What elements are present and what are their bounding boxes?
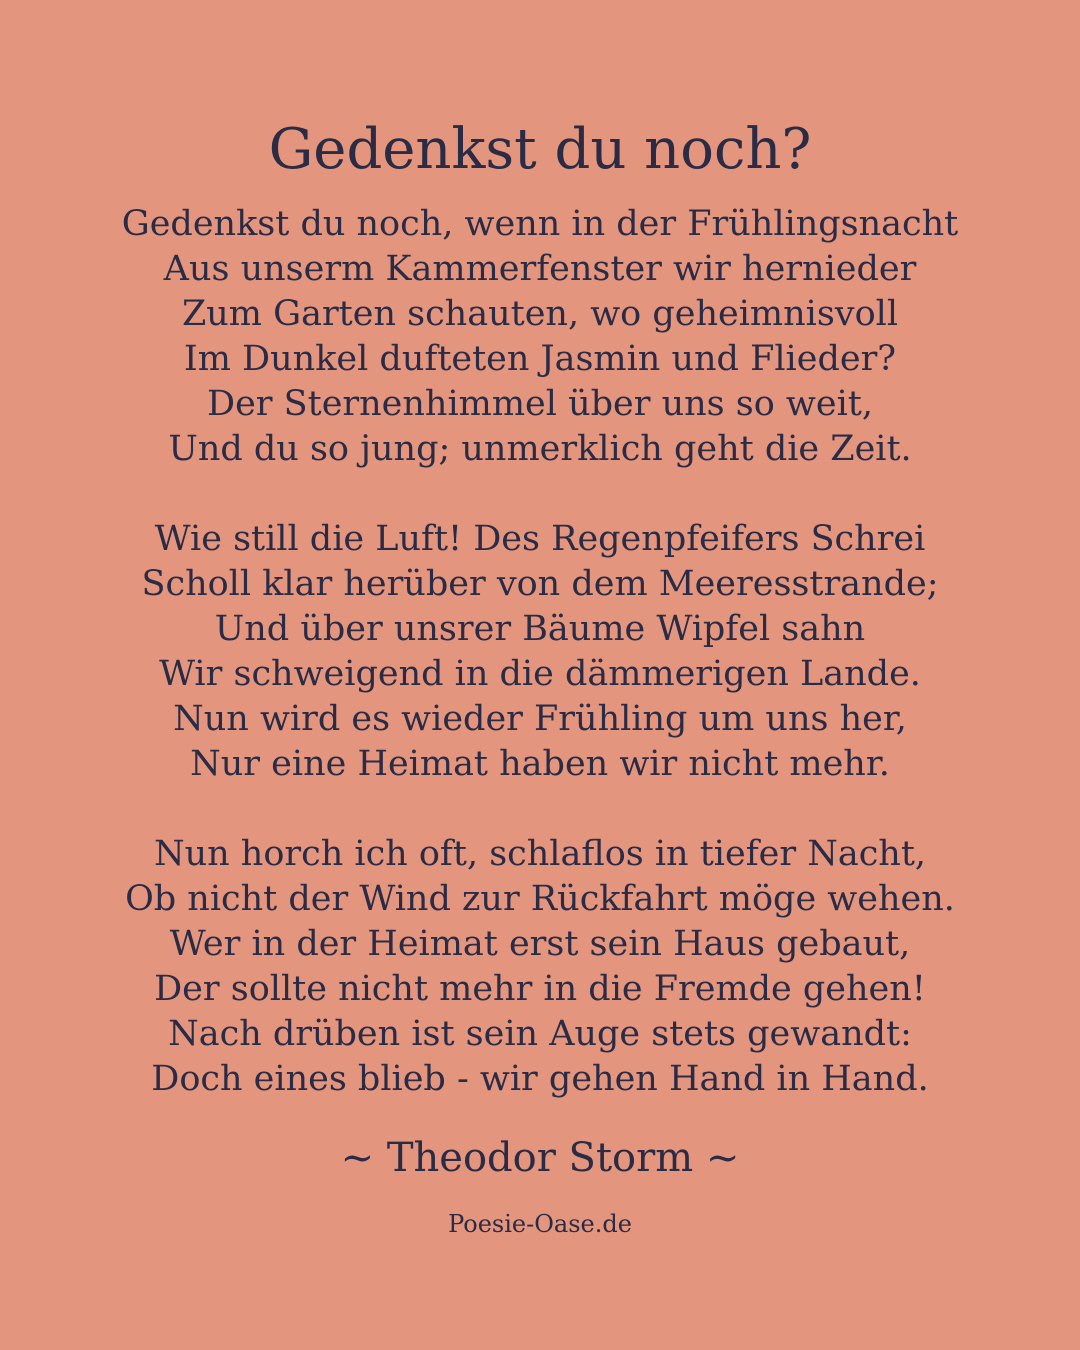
- poem-line: Ob nicht der Wind zur Rückfahrt möge wehen.: [125, 879, 955, 919]
- source-credit: Poesie-Oase.de: [448, 1210, 632, 1238]
- poem-title: Gedenkst du noch?: [268, 117, 812, 182]
- poem-line: Und du so jung; unmerklich geht die Zeit.: [168, 429, 912, 469]
- poem-author: ~ Theodor Storm ~: [340, 1135, 740, 1181]
- stanza-1: [0, 202, 1080, 472]
- poem-line: Im Dunkel dufteten Jasmin und Flieder?: [183, 339, 897, 379]
- poem-line: Nach drüben ist sein Auge stets gewandt:: [168, 1014, 912, 1054]
- poem-line: Und über unsrer Bäume Wipfel sahn: [214, 609, 866, 649]
- poem-line: Scholl klar herüber von dem Meeresstrande;: [141, 564, 939, 604]
- poem-line: Doch eines blieb - wir gehen Hand in Hand.: [151, 1059, 929, 1099]
- poem-line: Wir schweigend in die dämmerigen Lande.: [159, 654, 921, 694]
- poem-line: Aus unserm Kammerfenster wir hernieder: [163, 249, 917, 289]
- poem-line: Wie still die Luft! Des Regenpfeifers Schrei: [154, 519, 926, 559]
- poem-line: Nun wird es wieder Frühling um uns her,: [173, 699, 907, 739]
- poem-line: Nun horch ich oft, schlaflos in tiefer Nacht,: [153, 834, 927, 874]
- poem-line: Gedenkst du noch, wenn in der Frühlingsnacht: [121, 204, 959, 244]
- stanza-3: [0, 832, 1080, 1102]
- poem-line: Der Sternenhimmel über uns so weit,: [207, 384, 873, 424]
- poem-body: [0, 202, 1080, 1147]
- stanza-2: [0, 517, 1080, 787]
- poem-line: Nur eine Heimat haben wir nicht mehr.: [190, 744, 890, 784]
- poem-line: Wer in der Heimat erst sein Haus gebaut,: [169, 924, 911, 964]
- poem-line: Der sollte nicht mehr in die Fremde gehen!: [154, 969, 926, 1009]
- poem-line: Zum Garten schauten, wo geheimnisvoll: [181, 294, 899, 334]
